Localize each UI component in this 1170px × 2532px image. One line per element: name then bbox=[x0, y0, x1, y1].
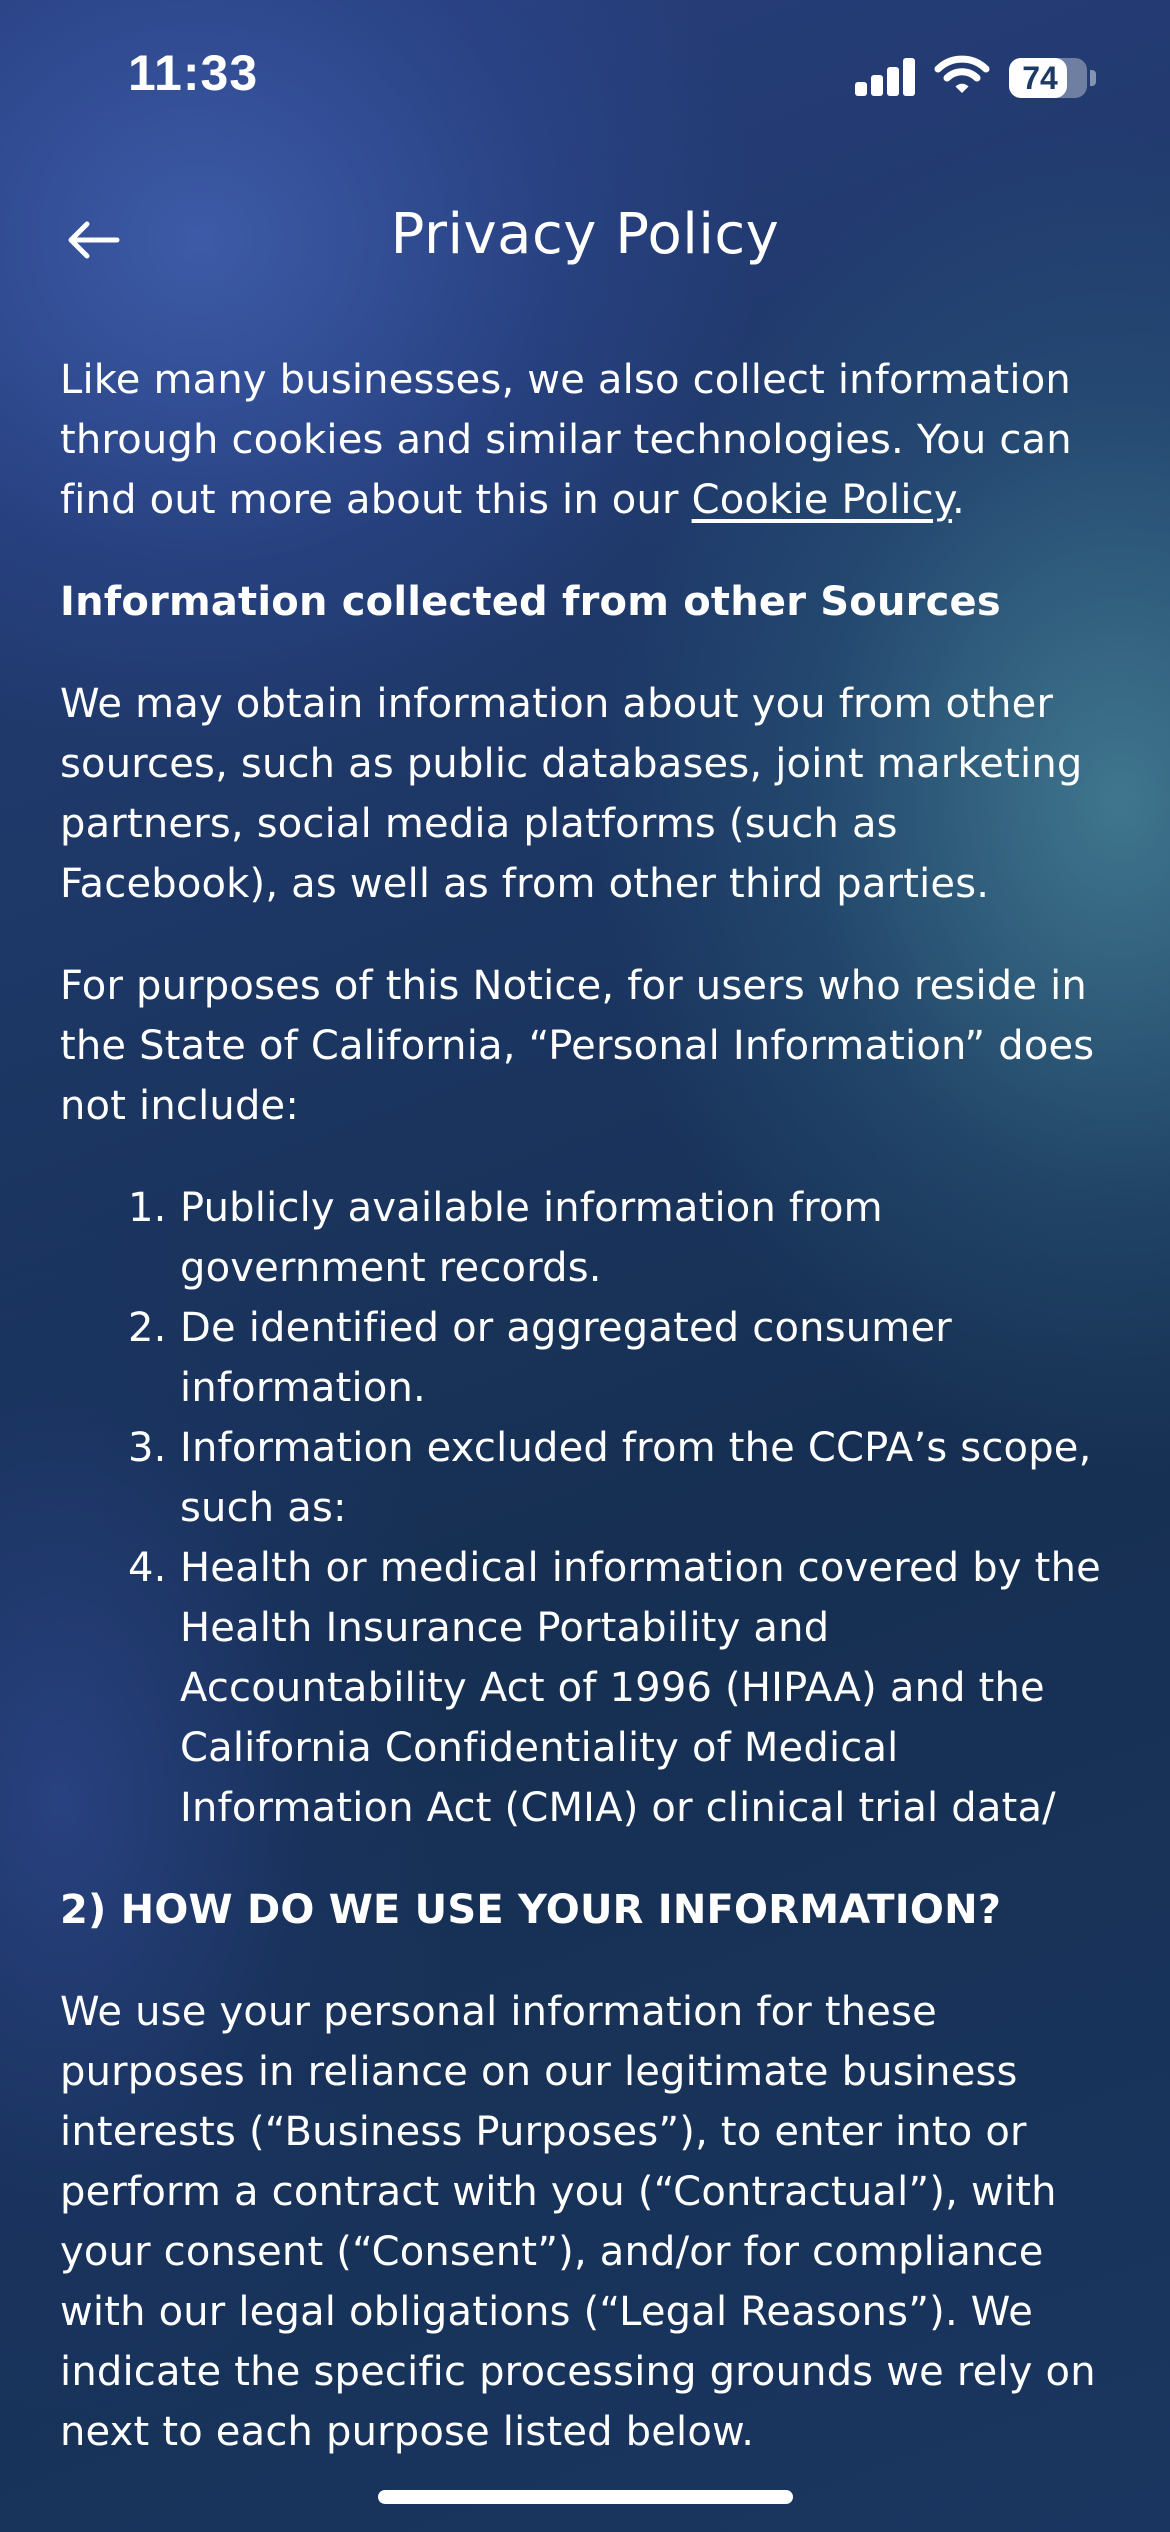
list-item-text: Information excluded from the CCPA’s scope, such as: bbox=[180, 1425, 1092, 1531]
list-item-text: Health or medical information covered by the Health Insurance Portability and Accountability Act of 1996 (HIPAA) and the California Confidentiality of Medical Information Act (CMIA) or clinical trial data/ bbox=[180, 1545, 1101, 1831]
exclusions-list bbox=[60, 1178, 1120, 1838]
policy-content bbox=[60, 350, 1120, 2504]
list-item-number: 4. bbox=[128, 1545, 167, 1591]
cellular-signal-icon bbox=[855, 58, 917, 96]
list-item bbox=[60, 1538, 1120, 1838]
wifi-icon bbox=[934, 54, 990, 96]
battery-nub bbox=[1090, 70, 1096, 86]
intro-text: Like many businesses, we also collect information through cookies and similar technologies. You can find out more about this in our bbox=[60, 357, 1072, 523]
list-item bbox=[60, 1178, 1120, 1298]
list-item bbox=[60, 1418, 1120, 1538]
list-item-text: De identified or aggregated consumer information. bbox=[180, 1305, 952, 1411]
list-item bbox=[60, 1298, 1120, 1418]
other-sources-paragraph: We may obtain information about you from other sources, such as public databases, joint marketing partners, social media platforms (such as Facebook), as well as from other third parties. bbox=[60, 681, 1083, 907]
intro-paragraph bbox=[60, 350, 1120, 530]
other-sources-heading: Information collected from other Sources bbox=[60, 579, 1001, 625]
list-item-number: 2. bbox=[128, 1305, 167, 1351]
list-item-text: Publicly available information from government records. bbox=[180, 1185, 883, 1291]
list-item-number: 3. bbox=[128, 1425, 167, 1471]
battery-icon bbox=[1009, 58, 1087, 98]
home-indicator[interactable] bbox=[378, 2490, 793, 2504]
cookie-policy-link[interactable]: Cookie Policy bbox=[691, 477, 953, 523]
use-information-heading: 2) HOW DO WE USE YOUR INFORMATION? bbox=[60, 1887, 1002, 1933]
battery-level: 74 bbox=[1022, 60, 1058, 96]
use-information-paragraph: We use your personal information for these purposes in reliance on our legitimate business interests (“Business Purposes”), to enter into or perform a contract with you (“Contractual”), with your consent (“Consent”), and/or for compliance with our legal obligations (“Legal Reasons”). We indicate the specific processing grounds we rely on next to each purpose listed below. bbox=[60, 1989, 1096, 2455]
page-title: Privacy Policy bbox=[390, 202, 780, 267]
intro-text-end: . bbox=[952, 477, 965, 523]
list-item-number: 1. bbox=[128, 1185, 167, 1231]
status-bar bbox=[0, 0, 1170, 150]
status-time: 11:33 bbox=[128, 45, 259, 101]
california-paragraph: For purposes of this Notice, for users who reside in the State of California, “Personal Information” does not include: bbox=[60, 963, 1095, 1129]
